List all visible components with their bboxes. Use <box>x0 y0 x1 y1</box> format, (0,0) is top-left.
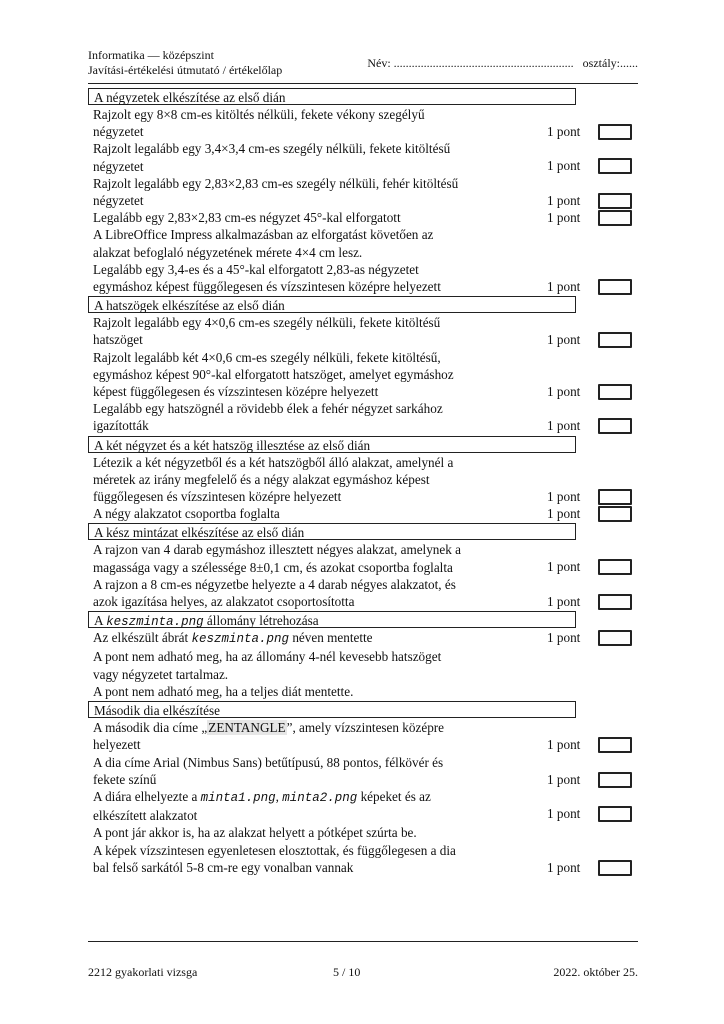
points-label: 1 pont <box>547 771 581 787</box>
score-box[interactable] <box>598 418 632 434</box>
points-label: 1 pont <box>547 278 581 294</box>
section-hexagons <box>88 296 638 434</box>
document-type: Javítási-értékelési útmutató / értékelőlap <box>88 63 283 77</box>
footer-rule <box>88 941 638 942</box>
criterion: Rajzolt egy 8×8 cm-es kitöltés nélküli, fekete vékony szegélyű négyzetet 1 pont <box>88 106 573 140</box>
name-label: Név: ............................................................ <box>367 56 574 70</box>
page-number: 5 / 10 <box>333 965 361 979</box>
score-box[interactable] <box>598 737 632 753</box>
exam-code: 2212 gyakorlati vizsga <box>88 965 198 979</box>
score-box[interactable] <box>598 193 632 209</box>
criterion: A rajzon van 4 darab egymáshoz illesztett négyes alakzat, amelynek a magassága vagy a szélessége 8±0,1 cm, és azokat csoportba foglalta 1 pont <box>88 541 573 575</box>
points-label: 1 pont <box>547 737 581 753</box>
scoring-content <box>88 87 638 876</box>
points-label: 1 pont <box>547 630 581 646</box>
points-label: 1 pont <box>547 124 581 139</box>
criterion: A diára elhelyezte a minta1.png, minta2.png képeket és az elkészített alakzatot 1 pont <box>88 788 573 824</box>
class-label: osztály:...... <box>582 56 638 70</box>
criterion-note: A pont nem adható meg, ha az állomány 4-nél kevesebb hatszöget vagy négyzetet tartalmaz. <box>93 649 442 682</box>
highlighted-title: ZENTANGLE <box>208 720 286 736</box>
score-box[interactable] <box>598 384 632 400</box>
points-label: 1 pont <box>547 859 581 875</box>
criterion: Rajzolt legalább egy 2,83×2,83 cm-es szegély nélküli, fehér kitöltésű négyzetet 1 pont <box>88 175 573 209</box>
section-png-file <box>88 611 638 700</box>
points-label: 1 pont <box>547 488 581 504</box>
section-title: A hatszögek elkészítése az első dián <box>88 296 576 313</box>
points-label: 1 pont <box>547 383 581 399</box>
points-label: 1 pont <box>547 332 581 348</box>
points-label: 1 pont <box>547 506 581 522</box>
score-box[interactable] <box>598 158 632 174</box>
criterion: Legalább egy 3,4-es és a 45°-kal elforgatott 2,83-as négyzetet egymáshoz képest függőlegesen és vízszintesen középre helyezett 1 pont <box>88 261 573 295</box>
section-title: A keszminta.png állomány létrehozása <box>88 611 576 628</box>
criterion: A képek vízszintesen egyenletesen elosztottak, és függőlegesen a dia bal felső sarkától 5-8 cm-re egy vonalban vannak 1 pont <box>88 842 573 876</box>
header-rule <box>88 83 638 84</box>
criterion: A második dia címe „ZENTANGLE”, amely vízszintesen középre helyezett 1 pont <box>88 719 573 753</box>
points-label: 1 pont <box>547 559 581 575</box>
score-box[interactable] <box>598 506 632 522</box>
header-left <box>88 48 282 78</box>
section-title: A két négyzet és a két hatszög illesztése az első dián <box>88 436 576 453</box>
criterion: Legalább egy 2,83×2,83 cm-es négyzet 45°-kal elforgatott 1 pont <box>88 209 573 226</box>
criterion: Rajzolt legalább egy 3,4×3,4 cm-es szegély nélküli, fekete kitöltésű négyzetet 1 pont <box>88 140 573 174</box>
criterion: A dia címe Arial (Nimbus Sans) betűtípusú, 88 pontos, félkövér és fekete színű 1 pont <box>88 754 573 788</box>
criterion: A rajzon a 8 cm-es négyzetbe helyezte a 4 darab négyes alakzatot, és azok igazítása helyes, az alakzatot csoportosította 1 pont <box>88 576 573 610</box>
score-box[interactable] <box>598 772 632 788</box>
score-box[interactable] <box>598 489 632 505</box>
criterion: Rajzolt legalább két 4×0,6 cm-es szegély nélküli, fekete kitöltésű, egymáshoz képest 90°-kal elforgatott hatszöget, amelyet egymáshoz képest függőlegesen és vízszintesen középre helyezett 1 pont <box>88 349 573 401</box>
section-second-slide <box>88 701 638 876</box>
section-squares <box>88 88 638 295</box>
criterion: A négy alakzatot csoportba foglalta 1 pont <box>88 505 573 522</box>
score-box[interactable] <box>598 559 632 575</box>
points-label: 1 pont <box>547 210 581 226</box>
points-label: 1 pont <box>547 192 581 208</box>
score-box[interactable] <box>598 860 632 876</box>
section-title: Második dia elkészítése <box>88 701 576 718</box>
section-title: A négyzetek elkészítése az első dián <box>88 88 576 105</box>
name-class-field <box>367 56 638 71</box>
criterion: Létezik a két négyzetből és a két hatszögből álló alakzat, amelynél a méretek az irány megfelelő és a négy alakzat egymáshoz képest függőlegesen és vízszintesen középre helyezett 1 pont <box>88 454 573 506</box>
points-label: 1 pont <box>547 158 581 174</box>
criterion-note: A pont jár akkor is, ha az alakzat helyett a pótképet szúrta be. <box>93 825 417 841</box>
score-box[interactable] <box>598 332 632 348</box>
criterion-note: A LibreOffice Impress alkalmazásban az elforgatást követően az alakzat befoglaló négyzetének mérete 4×4 cm lesz. <box>93 227 434 260</box>
score-box[interactable] <box>598 806 632 822</box>
section-pattern <box>88 523 638 610</box>
criterion: Az elkészült ábrát keszminta.png néven mentette 1 pont <box>88 629 573 648</box>
page-header <box>88 48 638 82</box>
score-box[interactable] <box>598 630 632 646</box>
points-label: 1 pont <box>547 418 581 434</box>
score-box[interactable] <box>598 124 632 140</box>
filename-code: keszminta.png <box>191 632 290 647</box>
subject-title: Informatika — középszint <box>88 48 214 62</box>
filename-code: minta1.png <box>200 790 276 805</box>
points-label: 1 pont <box>547 805 581 821</box>
criterion-note: A pont nem adható meg, ha a teljes diát mentette. <box>93 683 354 699</box>
exam-date: 2022. október 25. <box>553 965 638 979</box>
filename-code: keszminta.png <box>106 615 204 630</box>
score-box[interactable] <box>598 210 632 226</box>
section-combine <box>88 436 638 523</box>
filename-code: minta2.png <box>282 790 358 805</box>
criterion: Rajzolt legalább egy 4×0,6 cm-es szegély nélküli, fekete kitöltésű hatszöget 1 pont <box>88 314 573 348</box>
points-label: 1 pont <box>547 593 581 609</box>
criterion: Legalább egy hatszögnél a rövidebb élek a fehér négyzet sarkához igazították 1 pont <box>88 400 573 434</box>
score-box[interactable] <box>598 594 632 610</box>
score-box[interactable] <box>598 279 632 295</box>
section-title: A kész mintázat elkészítése az első dián <box>88 523 576 540</box>
